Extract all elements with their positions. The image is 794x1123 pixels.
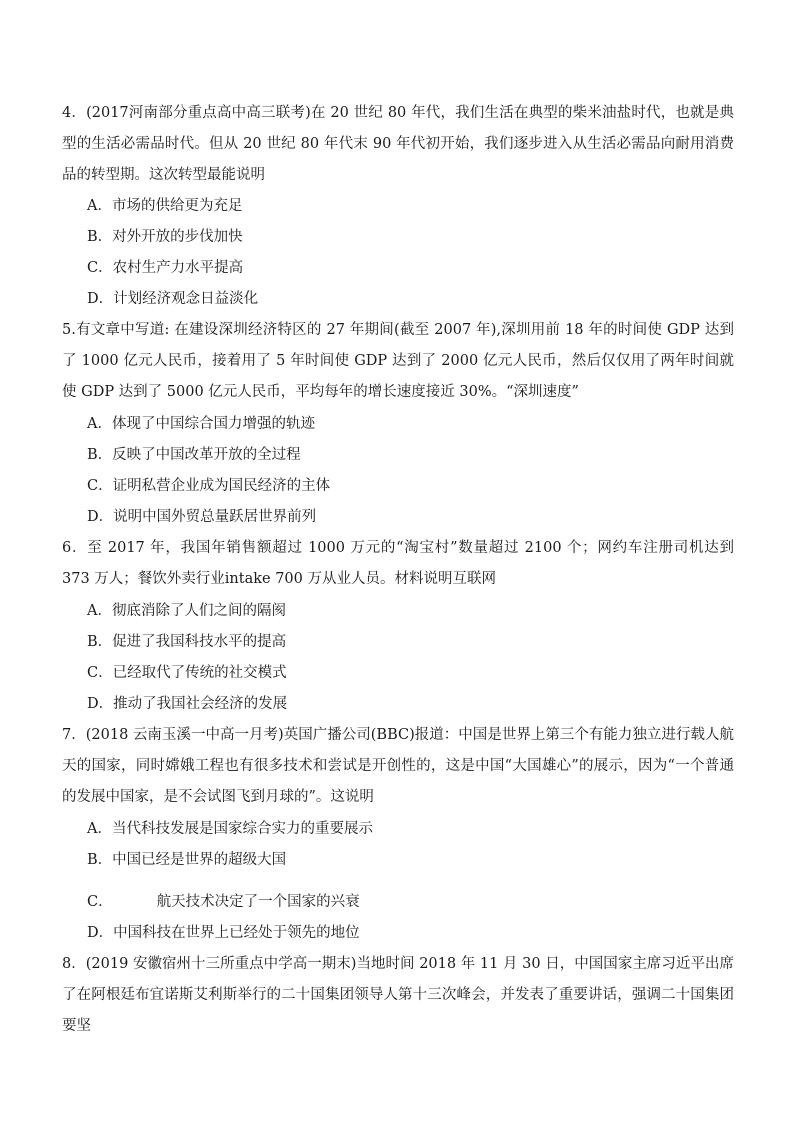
question-4-stem: 4．(2017河南部分重点高中高三联考)在 20 世纪 80 年代，我们生活在典型的柴米油盐时代，也就是典型的生活必需品时代。但从 20 世纪 80 年代末 90 年代初开始，我们逐步进入从生活必需品向耐用消费品的转型期。这次转型最能说明: [62, 105, 734, 183]
question-4-option-b: B．对外开放的步伐加快: [87, 229, 243, 245]
question-5-option-a: A．体现了中国综合国力增强的轨迹: [87, 416, 315, 432]
question-6-option-a: A．彻底消除了人们之间的隔阂: [87, 603, 286, 619]
question-4-option-c: C．农村生产力水平提高: [87, 260, 244, 276]
question-7-option-c: [87, 887, 360, 918]
question-6-stem: 6．至 2017 年，我国年销售额超过 1000 万元的“淘宝村”数量超过 2100 个；网约车注册司机达到 373 万人；餐饮外卖行业intake 700 万从业人员。材料说明互联网: [62, 540, 734, 587]
question-8-stem: 8．(2019 安徽宿州十三所重点中学高一期末)当地时间 2018 年 11 月 30 日，中国国家主席习近平出席了在阿根廷布宜诺斯艾利斯举行的二十国集团领导人第十三次峰会，并发表了重要讲话，强调二十国集团要坚: [62, 956, 734, 1034]
question-5-option-b: B．反映了中国改革开放的全过程: [87, 447, 301, 463]
question-5-option-c: C．证明私营企业成为国民经济的主体: [87, 478, 331, 494]
question-5-stem: 5.有文章中写道: 在建设深圳经济特区的 27 年期间(截至 2007 年),深圳用前 18 年的时间使 GDP 达到了 1000 亿元人民币，接着用了 5 年时间使 GDP 达到了 2000 亿元人民币，然后仅仅用了两年时间就使 GDP 达到了 5000 亿元人民币，平均每年的增长速度接近 30%。“深圳速度”: [62, 322, 734, 400]
question-7-option-c-text: 航天技术决定了一个国家的兴衰: [156, 894, 360, 910]
question-7-option-c-letter: C．: [87, 894, 113, 910]
question-4-option-d: D．计划经济观念日益淡化: [87, 291, 259, 307]
question-6-option-c: C．已经取代了传统的社交模式: [87, 665, 287, 681]
question-7-stem: 7．(2018 云南玉溪一中高一月考)英国广播公司(BBC)报道：中国是世界上第三个有能力独立进行载人航天的国家，同时嫦娥工程也有很多技术和尝试是开创性的，这是中国“大国雄心”的展示，因为“一个普通的发展中国家，是不会试图飞到月球的”。这说明: [62, 727, 734, 805]
question-6-option-d: D．推动了我国社会经济的发展: [87, 696, 288, 712]
question-7-option-d: D．中国科技在世界上已经处于领先的地位: [87, 925, 360, 941]
question-5-option-d: D．说明中国外贸总量跃居世界前列: [87, 509, 317, 525]
question-6-option-b: B．促进了我国科技水平的提高: [87, 634, 287, 650]
question-4-option-a: A．市场的供给更为充足: [87, 198, 243, 214]
question-7-option-a: A．当代科技发展是国家综合实力的重要展示: [87, 821, 373, 837]
question-7-option-b: B．中国已经是世界的超级大国: [87, 852, 287, 868]
